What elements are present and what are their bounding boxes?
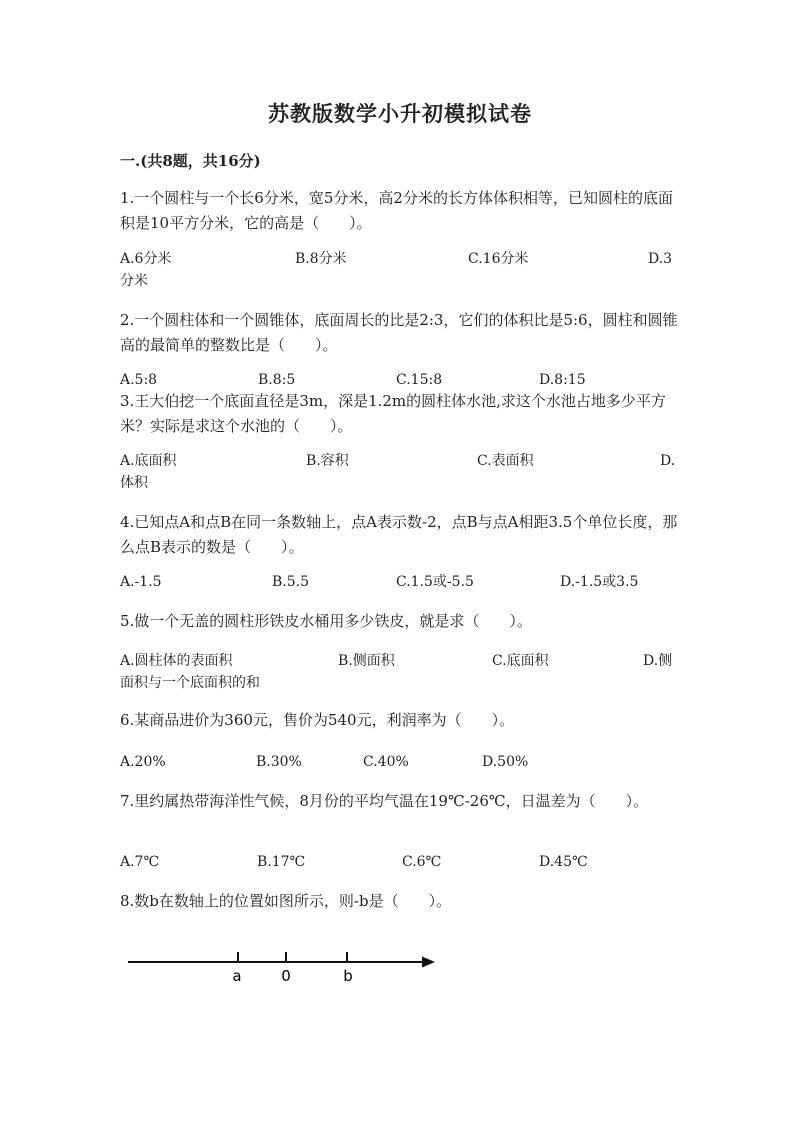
label-b: b	[343, 967, 353, 985]
number-line-figure	[120, 940, 450, 990]
question-2-stem: 2.一个圆柱体和一个圆锥体，底面周长的比是2:3，它们的体积比是5:6，圆柱和圆锥高的最简单的整数比是（ ）。	[120, 311, 678, 354]
page-title: 苏教版数学小升初模拟试卷	[268, 101, 532, 126]
option-d[interactable]: D.45℃	[539, 854, 588, 870]
option-d[interactable]: D.8:15	[539, 372, 586, 388]
option-c[interactable]: C.16分米	[468, 251, 529, 267]
option-a[interactable]: A.20%	[120, 754, 166, 770]
option-c[interactable]: C.15:8	[396, 372, 443, 388]
option-a[interactable]: A.5:8	[120, 372, 158, 388]
option-d[interactable]: D.-1.5或3.5	[560, 574, 639, 590]
option-a[interactable]: A.6分米	[120, 251, 172, 267]
option-c[interactable]: C.底面积	[492, 653, 549, 669]
question-7-stem: 7.里约属热带海洋性气候，8月份的平均气温在19℃-26℃，日温差为（ ）。	[120, 792, 649, 810]
option-c[interactable]: C.1.5或-5.5	[396, 574, 474, 590]
option-c[interactable]: C.表面积	[477, 453, 534, 469]
option-b[interactable]: B.8:5	[258, 372, 296, 388]
option-b[interactable]: B.5.5	[272, 574, 310, 590]
option-d[interactable]: D.体积	[120, 453, 676, 491]
option-a[interactable]: A.圆柱体的表面积	[120, 653, 233, 669]
option-b[interactable]: B.8分米	[295, 251, 347, 267]
option-d[interactable]: D.3分米	[120, 251, 673, 289]
number-line-arrow-icon	[422, 957, 435, 968]
option-d[interactable]: D.50%	[482, 754, 529, 770]
question-8-stem: 8.数b在数轴上的位置如图所示，则-b是（ ）。	[120, 892, 452, 910]
option-a[interactable]: A.底面积	[120, 453, 177, 469]
question-5-stem: 5.做一个无盖的圆柱形铁皮水桶用多少铁皮，就是求（ ）。	[120, 612, 532, 630]
option-b[interactable]: B.容积	[306, 453, 349, 469]
section-heading: 一.(共8题，共16分)	[120, 152, 261, 170]
label-zero: 0	[281, 967, 291, 985]
option-b[interactable]: B.17℃	[257, 854, 306, 870]
option-a[interactable]: A.-1.5	[120, 574, 162, 590]
option-d[interactable]: D.侧面积与一个底面积的和	[120, 653, 673, 691]
option-b[interactable]: B.侧面积	[338, 653, 395, 669]
question-4-stem: 4.已知点A和点B在同一条数轴上，点A表示数-2，点B与点A相距3.5个单位长度，那么点B表示的数是（ ）。	[120, 513, 678, 556]
option-b[interactable]: B.30%	[256, 754, 302, 770]
option-c[interactable]: C.6℃	[402, 854, 442, 870]
option-a[interactable]: A.7℃	[120, 854, 160, 870]
option-c[interactable]: C.40%	[363, 754, 409, 770]
question-6-stem: 6.某商品进价为360元，售价为540元，利润率为（ ）。	[120, 711, 515, 729]
question-1-stem: 1.一个圆柱与一个长6分米，宽5分米，高2分米的长方体体积相等，已知圆柱的底面积是10平方分米，它的高是（ ）。	[120, 189, 673, 232]
question-3-stem: 3.王大伯挖一个底面直径是3m，深是1.2m的圆柱体水池,求这个水池占地多少平方米？实际是求这个水池的（ ）。	[120, 392, 666, 435]
label-a: a	[232, 967, 242, 985]
